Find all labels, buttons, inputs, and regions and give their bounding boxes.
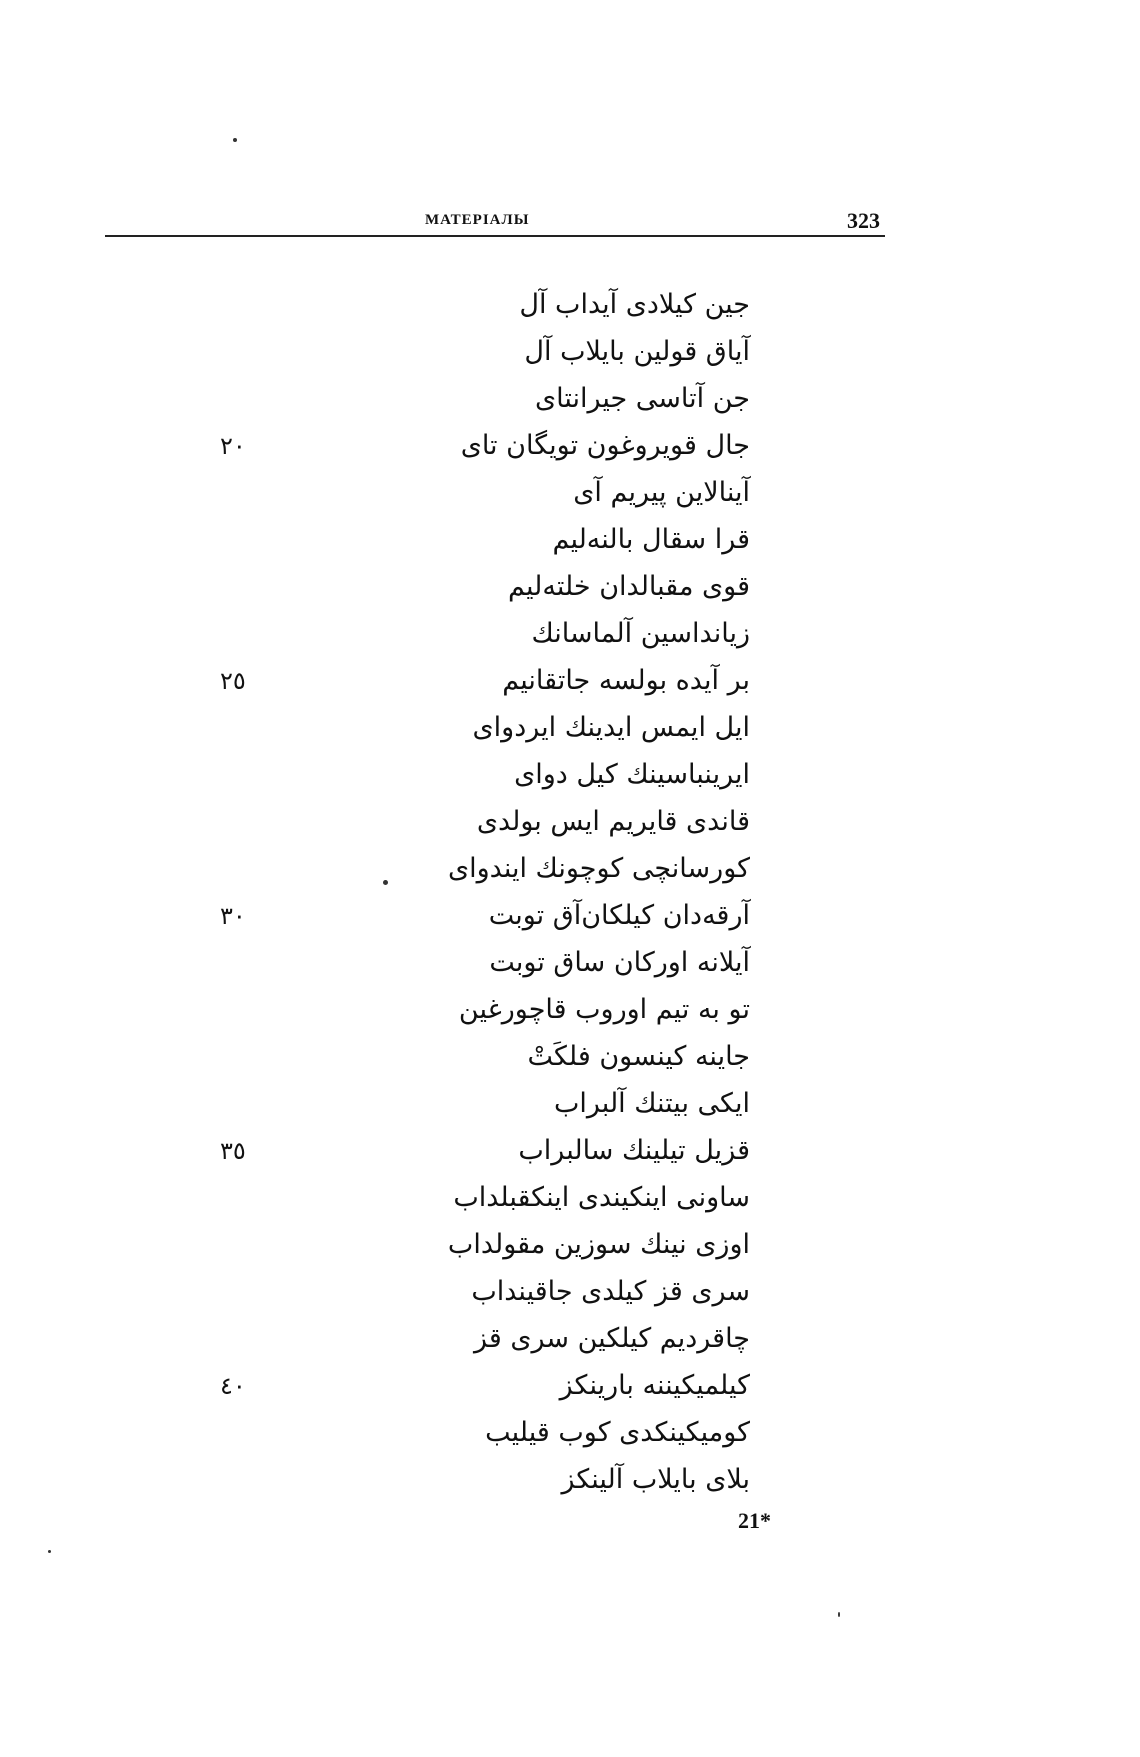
verse-line: کومیکینکدی کوب قیلیب — [485, 1417, 750, 1448]
verse-line: ایل ایمس ایدینك ایردوای — [472, 712, 750, 743]
line-number: ٢٠ — [220, 432, 246, 460]
print-speck — [48, 1550, 51, 1553]
verse-line: جال قویروغون تویگان تای — [460, 430, 750, 461]
verse-line: قزیل تیلینك سالبراب — [518, 1135, 750, 1166]
verse-line: آرقه‌دان کیلکان‌آق توبت — [488, 900, 750, 931]
line-number: ٣٥ — [220, 1137, 246, 1165]
verse-line: آیاق قولین بایلاب آل — [524, 336, 750, 367]
verse-line: ساونی اینکیندی اینکقبلداب — [453, 1182, 750, 1213]
page-number: 323 — [847, 208, 880, 233]
verse-line: آینالاین پیریم آی — [573, 477, 750, 508]
verse-line: زیانداسین آلماسانك — [531, 618, 750, 649]
print-speck — [383, 880, 388, 885]
running-title: МАТЕРIАЛЫ — [425, 212, 530, 228]
verse-line: جین کیلادی آیداب آل — [519, 289, 750, 320]
header-rule — [105, 235, 885, 237]
line-number: ٤٠ — [220, 1372, 246, 1400]
verse-line: قاندی قایریم ایس بولدی — [476, 806, 750, 837]
verse-line: ایکی بیتنك آلبراب — [553, 1088, 750, 1119]
verse-line: تو به تیم اوروب قاچورغین — [458, 994, 750, 1025]
verse-line: جاینه کینسون فلکَتْ — [527, 1041, 750, 1072]
verse-block — [220, 280, 750, 1530]
verse-line: ایرینباسینك کیل دوای — [514, 759, 750, 790]
verse-line: اوزی نینك سوزین مقولداب — [447, 1229, 750, 1260]
line-number: ٣٠ — [220, 902, 246, 930]
verse-line: سری قز کیلدی جاقینداب — [471, 1276, 750, 1307]
signature-mark: 21* — [738, 1508, 771, 1533]
print-speck — [838, 1612, 840, 1617]
verse-line: کورسانچی کوچونك ایندوای — [447, 853, 750, 884]
verse-line: بر آیده بولسه جاتقانیم — [502, 665, 750, 696]
verse-line: آیلانه اورکان ساق توبت — [489, 947, 750, 978]
verse-line: قرا سقال بالنه‌لیم — [552, 524, 750, 555]
verse-line: کیلمیکیننه بارینکز — [559, 1370, 750, 1401]
line-number: ٢٥ — [220, 667, 246, 695]
verse-line: قوی مقبالدان خلته‌لیم — [508, 571, 750, 602]
print-speck — [233, 138, 237, 142]
verse-line: بلای بایلاب آلینکز — [561, 1464, 750, 1495]
verse-line: چاقردیم کیلکین سری قز — [474, 1323, 750, 1354]
verse-line: جن آتاسی جیرانتای — [534, 383, 750, 414]
